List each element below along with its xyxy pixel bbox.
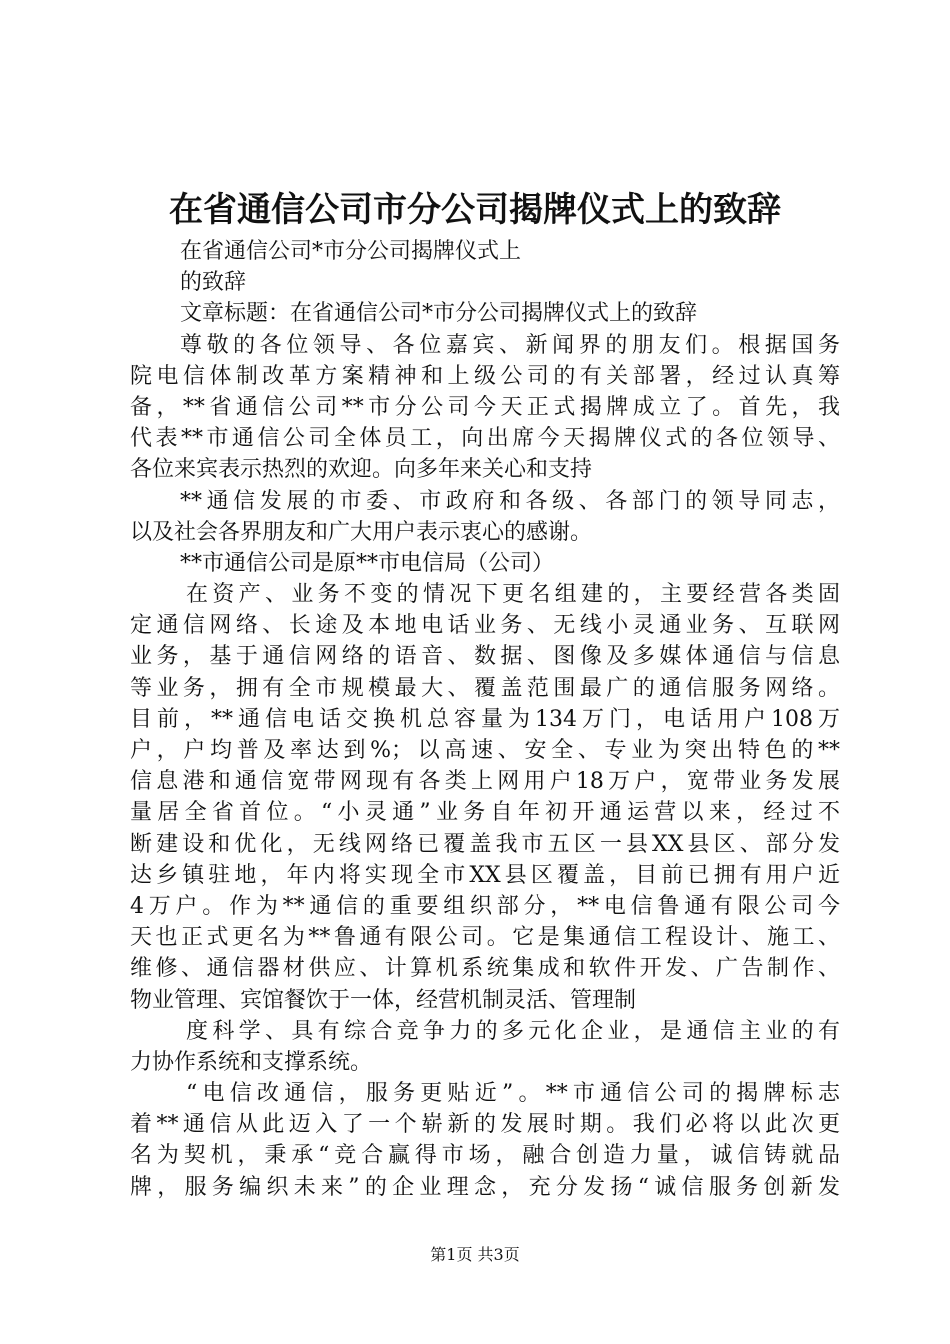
text-line: “电信改通信，服务更贴近”。**市通信公司的揭牌标志 — [186, 1081, 840, 1107]
text-line: 以及社会各界朋友和广大用户表示衷心的感谢。 — [130, 519, 593, 545]
text-line: 天也正式更名为**鲁通有限公司。它是集通信工程设计、施工、 — [130, 925, 840, 951]
document-body — [130, 236, 840, 1203]
text-line: 物业管理、宾馆餐饮于一体，经营机制灵活、管理制 — [130, 987, 637, 1013]
text-line: 力协作系统和支撑系统。 — [130, 1049, 373, 1075]
text-line: **市通信公司是原**市电信局（公司） — [180, 550, 555, 576]
page-number: 第1页 共3页 — [430, 1245, 520, 1264]
text-line: 户，户均普及率达到%；以高速、安全、专业为突出特色的** — [130, 738, 840, 763]
text-line: 目前，**通信电话交换机总容量为134万门，电话用户108万 — [130, 706, 840, 732]
text-line: 维修、通信器材供应、计算机系统集成和软件开发、广告制作、 — [130, 956, 840, 982]
text-line: 业务，基于通信网络的语音、数据、图像及多媒体通信与信息 — [130, 644, 840, 670]
text-line: 的致辞 — [180, 270, 247, 296]
text-line: 各位来宾表示热烈的欢迎。向多年来关心和支持 — [130, 457, 593, 483]
text-line: 量居全省首位。“小灵通”业务自年初开通运营以来，经过不 — [130, 800, 840, 826]
text-line: 达乡镇驻地，年内将实现全市XX县区覆盖，目前已拥有用户近 — [130, 862, 840, 888]
text-line: 在资产、业务不变的情况下更名组建的，主要经营各类固 — [186, 582, 840, 608]
text-line: 着**通信从此迈入了一个崭新的发展时期。我们必将以此次更 — [130, 1112, 840, 1138]
text-line: 断建设和优化，无线网络已覆盖我市五区一县XX县区、部分发 — [130, 831, 840, 857]
text-line: 代表**市通信公司全体员工，向出席今天揭牌仪式的各位领导、 — [130, 426, 840, 452]
text-line: 尊敬的各位领导、各位嘉宾、新闻界的朋友们。根据国务 — [180, 332, 840, 358]
text-line: 度科学、具有综合竞争力的多元化企业，是通信主业的有 — [186, 1018, 840, 1044]
text-line: 牌，服务编织未来”的企业理念，充分发扬“诚信服务创新发 — [130, 1174, 840, 1200]
text-line: 名为契机，秉承“竞合赢得市场，融合创造力量，诚信铸就品 — [130, 1143, 840, 1169]
text-line: 文章标题：在省通信公司*市分公司揭牌仪式上的致辞 — [180, 301, 698, 327]
page-title: 在省通信公司市分公司揭牌仪式上的致辞 — [169, 190, 781, 230]
text-line: 院电信体制改革方案精神和上级公司的有关部署，经过认真筹 — [130, 363, 840, 389]
text-line: 定通信网络、长途及本地电话业务、无线小灵通业务、互联网 — [130, 613, 840, 639]
text-line: 备，**省通信公司**市分公司今天正式揭牌成立了。首先，我 — [130, 394, 840, 420]
text-line: 等业务，拥有全市规模最大、覆盖范围最广的通信服务网络。 — [130, 675, 840, 701]
text-line: 在省通信公司*市分公司揭牌仪式上 — [180, 239, 522, 264]
text-line: 4万户。作为**通信的重要组织部分，**电信鲁通有限公司今 — [130, 893, 840, 919]
text-line: 信息港和通信宽带网现有各类上网用户18万户，宽带业务发展 — [130, 769, 840, 795]
text-line: **通信发展的市委、市政府和各级、各部门的领导同志， — [180, 488, 840, 514]
